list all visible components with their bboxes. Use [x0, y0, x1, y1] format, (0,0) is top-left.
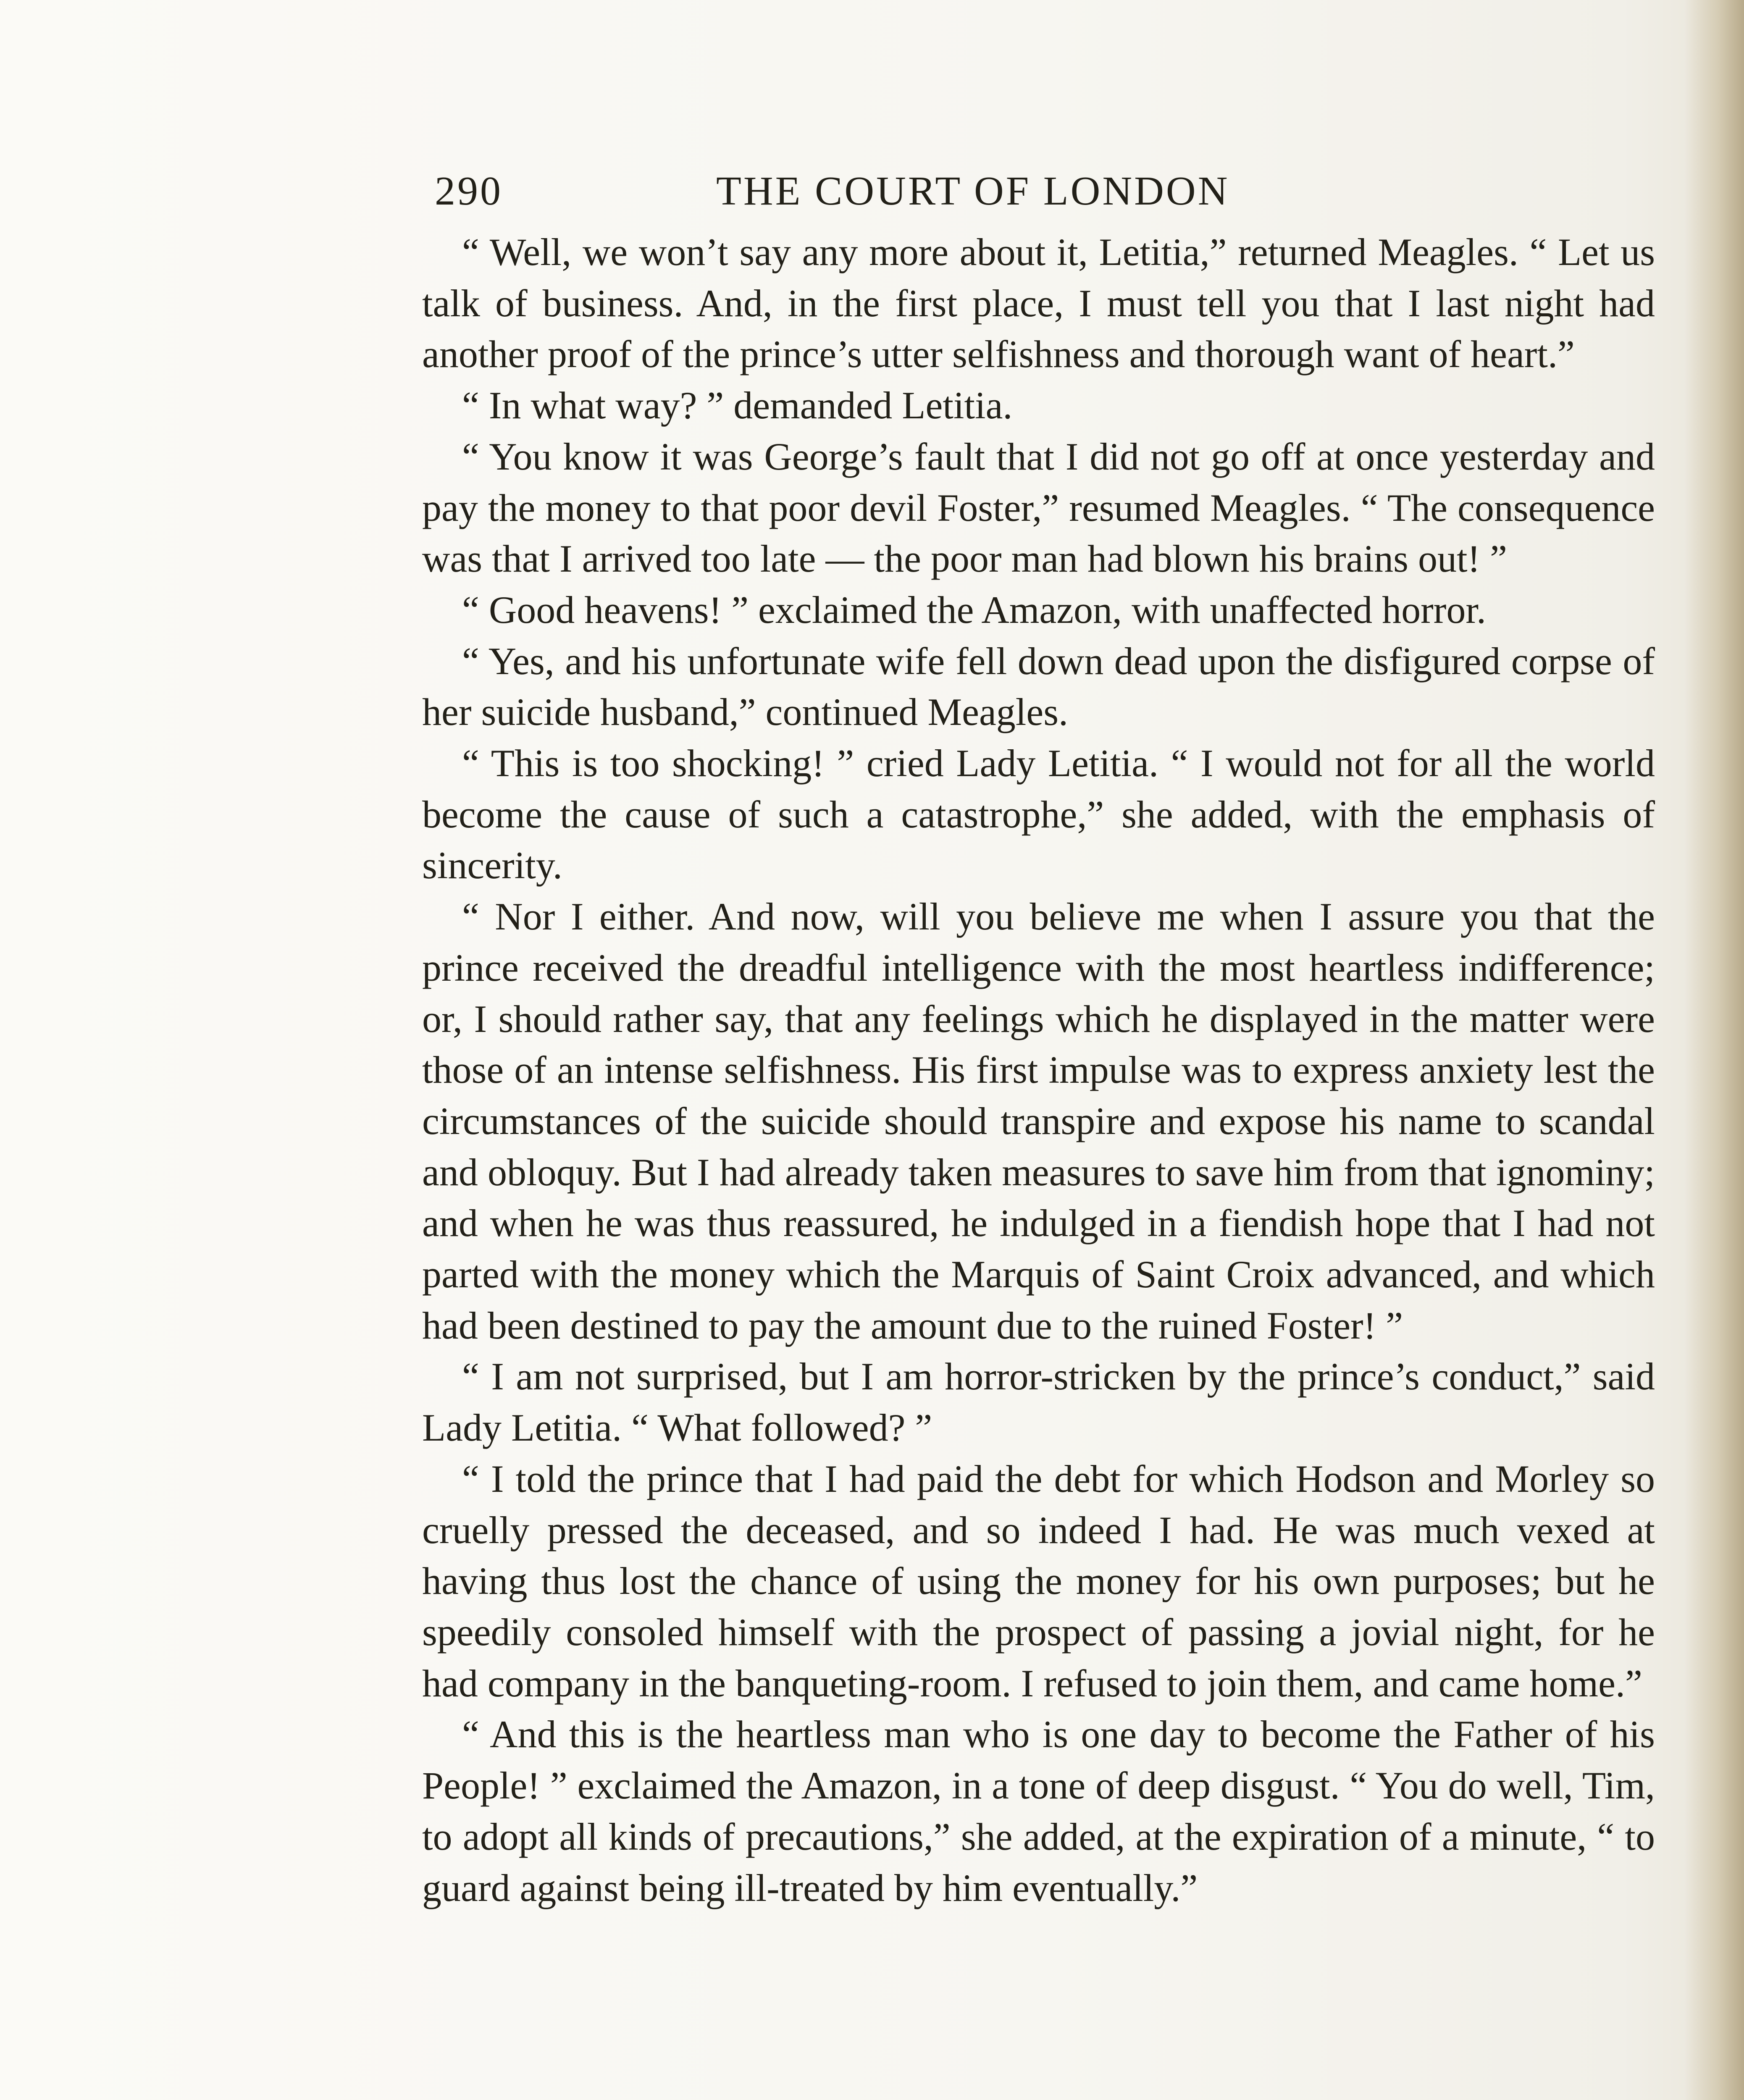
paragraph: “ I told the prince that I had paid the debt for which Hodson and Morley so cruelly pressed the deceased, and so indeed I had. He was much vexed at having thus lost the chance of using the money for his own purposes; but he speedily consoled himself with the prospect of passing a jovial night, for he had company in the banqueting-room. I refused to join them, and came home.” — [422, 1457, 1655, 1705]
paragraph: “ Good heavens! ” exclaimed the Amazon, with unaffected horror. — [462, 588, 1486, 631]
paragraph: “ And this is the heartless man who is one day to become the Father of his People! ” exclaimed the Amazon, in a tone of deep disgust. “ You do well, Tim, to adopt all kinds of precautions,” she added, at the expiration of a minute, “ to guard against being ill-treated by him eventually.” — [422, 1713, 1655, 1909]
paragraph: “ Well, we won’t say any more about it, Letitia,” returned Meagles. “ Let us talk of business. And, in the first place, I must tell you that I last night had another proof of the prince’s utter selfishness and thorough want of heart.” — [422, 231, 1655, 376]
text-block — [422, 160, 1655, 1914]
running-header — [422, 160, 1655, 223]
paragraph: “ In what way? ” demanded Letitia. — [462, 384, 1013, 427]
running-title: THE COURT OF LONDON — [716, 168, 1230, 214]
paragraph: “ This is too shocking! ” cried Lady Letitia. “ I would not for all the world become the cause of such a catastrophe,” she added, with the emphasis of sincerity. — [422, 742, 1655, 887]
paragraph: “ You know it was George’s fault that I did not go off at once yesterday and pay the money to that poor devil Foster,” resumed Meagles. “ The consequence was that I arrived too late — the poor man had blown his brains out! ” — [422, 435, 1655, 580]
page-gutter-shadow — [1684, 0, 1744, 2100]
paragraph: “ Yes, and his unfortunate wife fell down dead upon the disfigured corpse of her suicide husband,” continued Meagles. — [422, 639, 1655, 734]
paragraph: “ Nor I either. And now, will you believe me when I assure you that the prince received the dreadful intelligence with the most heartless indifference; or, I should rather say, that any feelings which he displayed in the matter were those of an intense selfishness. His first impulse was to express anxiety lest the circumstances of the suicide should transpire and expose his name to scandal and obloquy. But I had already taken measures to save him from that ignominy; and when he was thus reassured, he indulged in a fiendish hope that I had not parted with the money which the Marquis of Saint Croix advanced, and which had been destined to pay the amount due to the ruined Foster! ” — [422, 895, 1655, 1347]
paragraph: “ I am not surprised, but I am horror-stricken by the prince’s conduct,” said Lady Letitia. “ What followed? ” — [422, 1355, 1655, 1449]
page-number: 290 — [435, 168, 503, 214]
